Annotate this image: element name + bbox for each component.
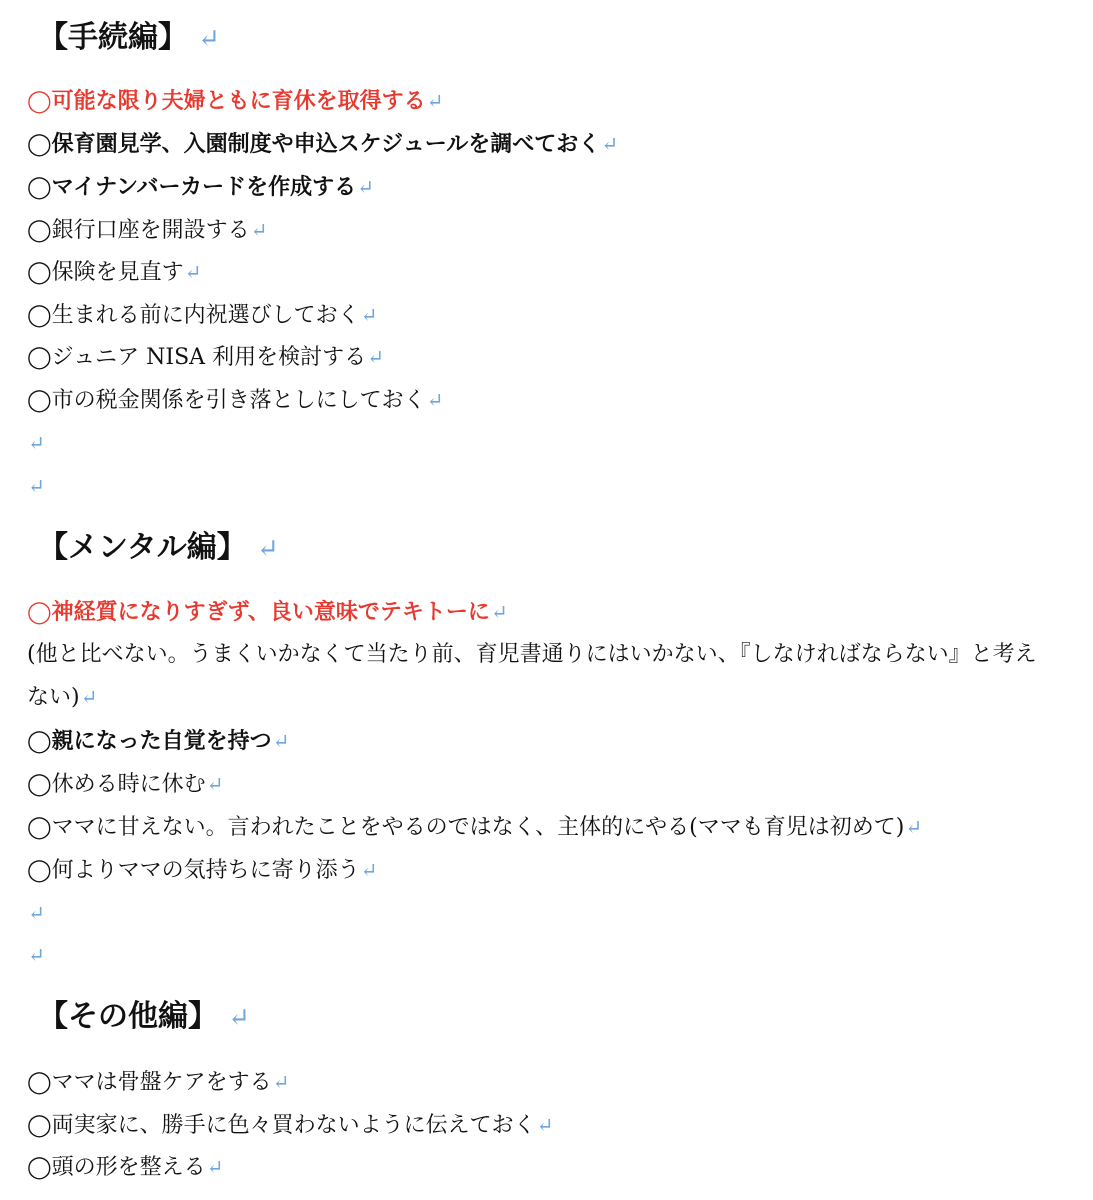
item-text: ◯マイナンバーカードを作成する <box>27 174 357 200</box>
list-item <box>27 172 374 202</box>
heading-text: 【その他編】 <box>38 999 218 1034</box>
return-mark-icon: ↵ <box>272 729 290 753</box>
return-mark-icon: ↵ <box>184 260 202 284</box>
list-item <box>27 129 618 159</box>
return-mark-icon: ↵ <box>206 772 224 796</box>
return-mark-icon: ↵ <box>256 534 279 564</box>
return-mark-icon: ↵ <box>28 901 45 925</box>
return-mark-icon: ↵ <box>28 474 45 498</box>
return-mark-icon: ↵ <box>536 1113 554 1137</box>
item-text: (他と比べない。うまくいかなくて当たり前、育児書通りにはいかない、『しなければならない』と考えない) <box>27 642 1037 710</box>
list-item <box>27 769 223 799</box>
item-text: ◯両実家に、勝手に色々買わないように伝えておく <box>27 1113 536 1138</box>
item-text: ◯頭の形を整える <box>27 1155 206 1180</box>
item-text: ◯何よりママの気持ちに寄り添う <box>27 858 360 883</box>
return-mark-icon: ↵ <box>272 1070 290 1094</box>
list-item <box>27 215 267 245</box>
item-text: ◯可能な限り夫婦ともに育休を取得する <box>27 88 426 114</box>
list-item <box>27 385 443 415</box>
item-text: ◯休める時に休む <box>27 772 206 797</box>
return-mark-icon: ↵ <box>426 89 444 113</box>
heading-text: 【手続編】 <box>38 20 188 55</box>
list-item <box>27 855 377 885</box>
heading-text: 【メンタル編】 <box>38 530 247 565</box>
return-mark-icon: ↵ <box>367 345 384 369</box>
return-mark-icon: ↵ <box>426 388 444 412</box>
list-item <box>27 1110 553 1140</box>
return-mark-icon: ↵ <box>28 943 45 967</box>
list-item <box>27 1152 223 1182</box>
return-mark-icon: ↵ <box>360 303 378 327</box>
section-heading <box>38 997 250 1037</box>
item-text: ◯ジュニア NISA 利用を検討する <box>27 345 367 370</box>
empty-paragraph <box>27 940 45 970</box>
return-mark-icon: ↵ <box>198 24 220 54</box>
return-mark-icon: ↵ <box>206 1155 224 1179</box>
return-mark-icon: ↵ <box>490 600 508 624</box>
list-item <box>27 300 377 330</box>
return-mark-icon: ↵ <box>250 218 268 242</box>
return-mark-icon: ↵ <box>228 1003 250 1033</box>
empty-paragraph <box>27 428 45 458</box>
list-item-note <box>27 633 1057 719</box>
empty-paragraph <box>27 898 45 928</box>
item-text: ◯保育園見学、入園制度や申込スケジュールを調べておく <box>27 131 601 157</box>
list-item <box>27 342 384 372</box>
return-mark-icon: ↵ <box>905 815 923 839</box>
return-mark-icon: ↵ <box>357 175 374 199</box>
return-mark-icon: ↵ <box>601 132 619 156</box>
list-item <box>27 257 201 287</box>
item-text: ◯生まれる前に内祝選びしておく <box>27 303 360 328</box>
list-item <box>27 812 922 842</box>
list-item <box>27 1067 289 1097</box>
item-text: ◯銀行口座を開設する <box>27 218 250 243</box>
return-mark-icon: ↵ <box>360 858 378 882</box>
item-text: ◯ママに甘えない。言われたことをやるのではなく、主体的にやる(ママも育児は初めて) <box>27 815 905 840</box>
item-text: ◯ママは骨盤ケアをする <box>27 1070 272 1095</box>
item-text: ◯保険を見直す <box>27 260 184 285</box>
empty-paragraph <box>27 471 45 501</box>
item-text: ◯市の税金関係を引き落としにしておく <box>27 388 426 413</box>
item-text: ◯親になった自覚を持つ <box>27 728 272 754</box>
list-item <box>27 597 508 627</box>
item-text: ◯神経質になりすぎず、良い意味でテキトーに <box>27 599 490 625</box>
return-mark-icon: ↵ <box>80 685 98 709</box>
return-mark-icon: ↵ <box>28 431 45 455</box>
section-heading <box>38 18 220 58</box>
list-item <box>27 726 289 756</box>
list-item <box>27 86 443 116</box>
section-heading <box>38 528 279 568</box>
